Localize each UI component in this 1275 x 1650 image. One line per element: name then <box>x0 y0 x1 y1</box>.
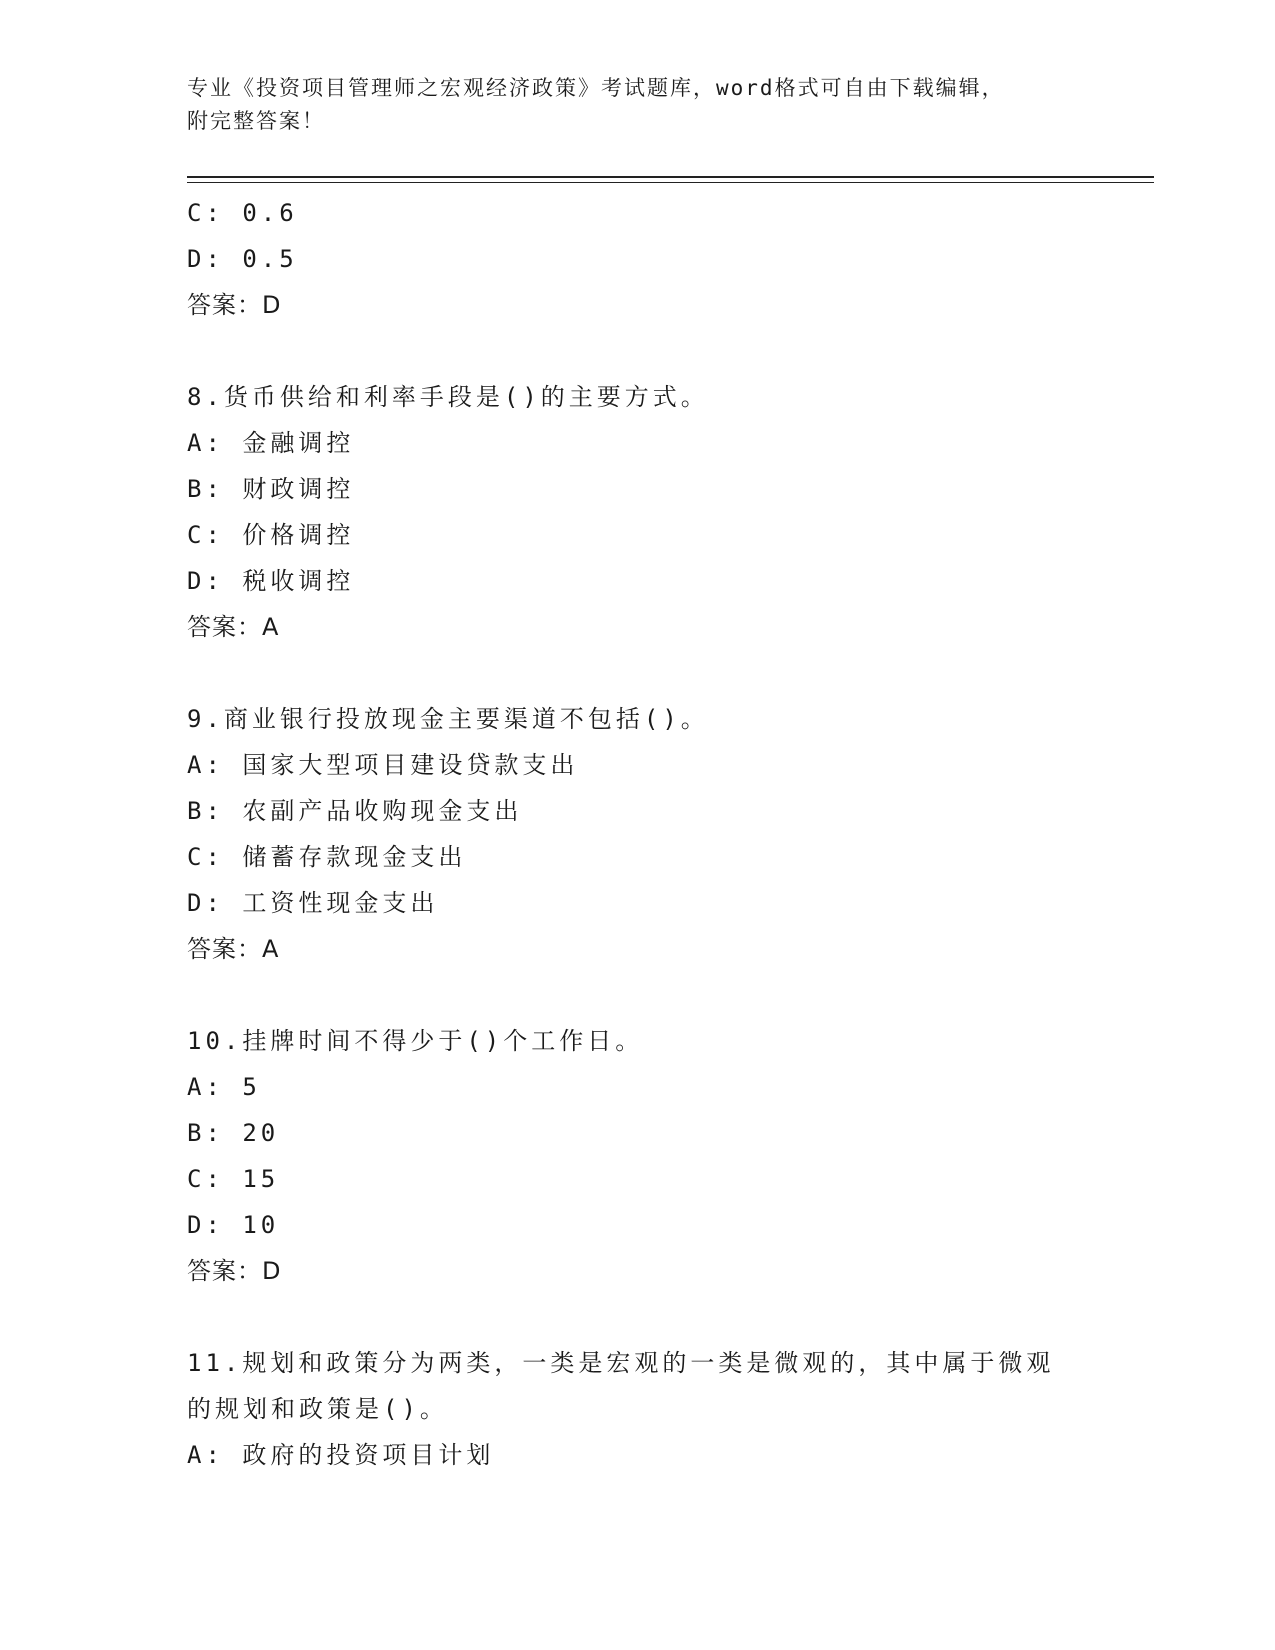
answer-line: 答案：D <box>187 1257 282 1285</box>
option-text: 金融调控 <box>242 429 355 457</box>
option-letter: A: <box>187 1441 224 1469</box>
option-letter: B: <box>187 797 224 825</box>
option-c <box>187 512 1087 558</box>
option-letter: C: <box>187 521 224 549</box>
option-letter: D: <box>187 245 224 273</box>
question-stem-line-1: 11.规划和政策分为两类，一类是宏观的一类是微观的，其中属于微观 <box>187 1349 1055 1377</box>
option-a <box>187 420 1087 466</box>
answer-line: 答案：D <box>187 291 282 319</box>
option-c <box>187 190 1087 236</box>
question-stem: 10.挂牌时间不得少于()个工作日。 <box>187 1027 644 1055</box>
document-header <box>187 72 1087 138</box>
header-line-1: 专业《投资项目管理师之宏观经济政策》考试题库，word格式可自由下载编辑， <box>187 76 1005 100</box>
option-text: 0.5 <box>242 245 298 273</box>
option-letter: A: <box>187 429 224 457</box>
option-text: 20 <box>242 1119 280 1147</box>
option-text: 15 <box>242 1165 280 1193</box>
question-8 <box>187 374 1087 650</box>
option-a <box>187 1064 1087 1110</box>
option-text: 国家大型项目建设贷款支出 <box>242 751 579 779</box>
header-line-2: 附完整答案！ <box>187 109 325 133</box>
question-stem: 9.商业银行投放现金主要渠道不包括()。 <box>187 705 709 733</box>
option-letter: D: <box>187 1211 224 1239</box>
option-c <box>187 834 1087 880</box>
question-11 <box>187 1340 1087 1478</box>
question-stem: 8.货币供给和利率手段是()的主要方式。 <box>187 383 709 411</box>
option-b <box>187 1110 1087 1156</box>
option-a <box>187 1432 1087 1478</box>
option-letter: C: <box>187 199 224 227</box>
question-10 <box>187 1018 1087 1294</box>
header-divider-thin <box>187 182 1154 183</box>
option-a <box>187 742 1087 788</box>
spacer <box>187 650 1087 696</box>
option-c <box>187 1156 1087 1202</box>
answer-line: 答案：A <box>187 613 280 641</box>
option-letter: C: <box>187 1165 224 1193</box>
header-divider <box>187 176 1154 178</box>
option-text: 5 <box>242 1073 261 1101</box>
option-d <box>187 558 1087 604</box>
option-letter: B: <box>187 1119 224 1147</box>
option-d <box>187 880 1087 926</box>
question-7-tail <box>187 190 1087 328</box>
option-text: 税收调控 <box>242 567 355 595</box>
option-letter: D: <box>187 889 224 917</box>
option-text: 财政调控 <box>242 475 355 503</box>
spacer <box>187 328 1087 374</box>
option-d <box>187 236 1087 282</box>
option-letter: A: <box>187 751 224 779</box>
option-letter: A: <box>187 1073 224 1101</box>
question-stem-line-2: 的规划和政策是()。 <box>187 1395 448 1423</box>
question-9 <box>187 696 1087 972</box>
option-text: 10 <box>242 1211 280 1239</box>
option-letter: C: <box>187 843 224 871</box>
question-list <box>187 190 1087 1478</box>
option-d <box>187 1202 1087 1248</box>
option-b <box>187 788 1087 834</box>
option-b <box>187 466 1087 512</box>
option-text: 政府的投资项目计划 <box>242 1441 495 1469</box>
answer-line: 答案：A <box>187 935 280 963</box>
option-letter: B: <box>187 475 224 503</box>
spacer <box>187 972 1087 1018</box>
option-text: 价格调控 <box>242 521 355 549</box>
option-text: 工资性现金支出 <box>242 889 439 917</box>
option-letter: D: <box>187 567 224 595</box>
spacer <box>187 1294 1087 1340</box>
option-text: 储蓄存款现金支出 <box>242 843 467 871</box>
option-text: 农副产品收购现金支出 <box>242 797 523 825</box>
option-text: 0.6 <box>242 199 298 227</box>
